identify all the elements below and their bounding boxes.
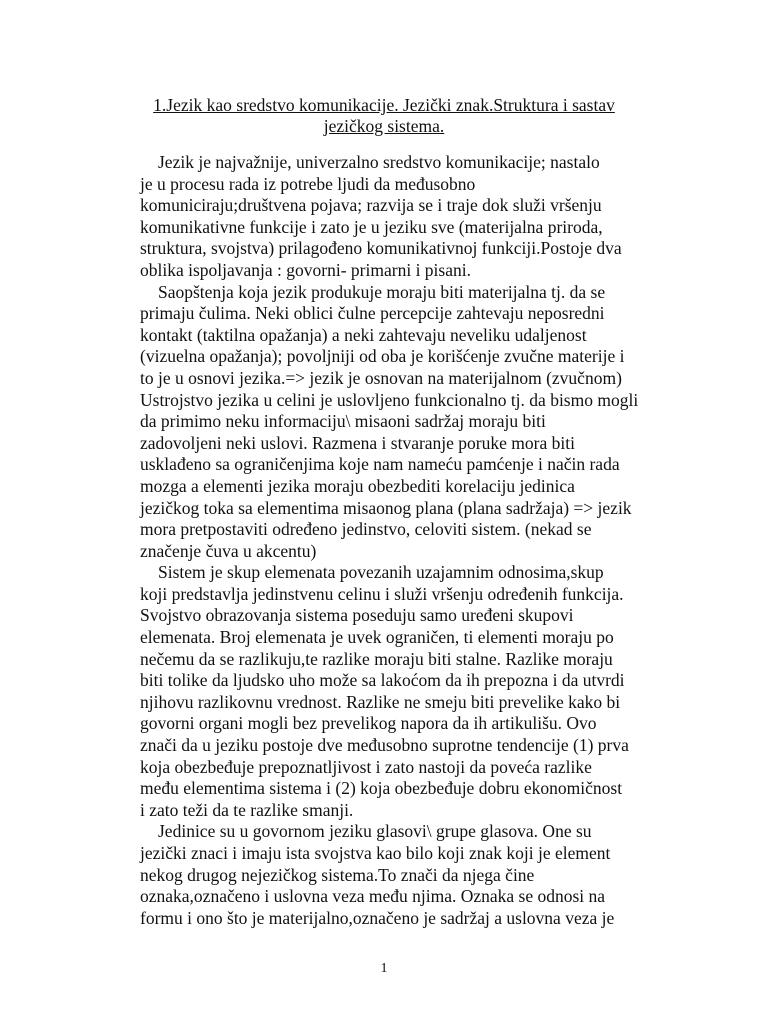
text-line: oblika ispoljavanja : govorni- primarni i pisani. xyxy=(140,259,471,280)
text-line: znači da u jeziku postoje dve međusobno suprotne tendencije (1) prva xyxy=(140,735,629,756)
text-line: nečemu da se razlikuju,te razlike moraju biti stalne. Razlike moraju xyxy=(140,648,613,669)
text-line: Sistem je skup elemenata povezanih uzajamnim odnosima,skup xyxy=(158,562,604,583)
text-line: je u procesu rada iz potrebe ljudi da međusobno xyxy=(140,173,476,194)
text-line: elemenata. Broj elemenata je uvek ograničen, ti elementi moraju po xyxy=(140,627,614,648)
text-line: Ustrojstvo jezika u celini je uslovljeno funkcionalno tj. da bismo mogli xyxy=(140,389,639,410)
text-line: (vizuelna opažanja); povoljniji od oba je korišćenje zvučne materije i xyxy=(140,346,625,367)
text-line: primaju čulima. Neki oblici čulne percepcije zahtevaju neposredni xyxy=(140,303,605,324)
text-line: koja obezbeđuje prepoznatljivost i zato nastoji da poveća razlike xyxy=(140,756,592,777)
text-line: i zato teži da te razlike smanji. xyxy=(140,799,354,820)
title-line-2: jezičkog sistema. xyxy=(323,116,445,136)
text-line: koji predstavlja jedinstvenu celinu i služi vršenju određenih funkcija. xyxy=(140,583,624,604)
text-line: mozga a elementi jezika moraju obezbediti korelaciju jedinica xyxy=(140,475,575,496)
text-line: komunikativne funkcije i zato je u jeziku sve (materijalna priroda, xyxy=(140,216,603,237)
title-line-1: 1.Jezik kao sredstvo komunikacije. Jezički znak.Struktura i sastav xyxy=(153,95,615,115)
text-line: kontakt (taktilna opažanja) a neki zahtevaju neveliku udaljenost xyxy=(140,324,587,345)
text-line: govorni organi mogli bez prevelikog napora da ih artikulišu. Ovo xyxy=(140,713,597,734)
text-line: da primimo neku informaciju\ misaoni sadržaj moraju biti xyxy=(140,411,546,432)
text-line: njihovu razlikovnu vrednost. Razlike ne smeju biti prevelike kako bi xyxy=(140,691,621,712)
text-line: Jedinice su u govornom jeziku glasovi\ grupe glasova. One su xyxy=(158,821,592,842)
text-line: oznaka,označeno i uslovna veza među njima. Oznaka se odnosi na xyxy=(140,886,606,907)
text-line: zadovoljeni neki uslovi. Razmena i stvaranje poruke mora biti xyxy=(140,432,575,453)
text-line: jezičkog toka sa elementima misaonog plana (plana sadržaja) => jezik xyxy=(140,497,632,518)
text-line: to je u osnovi jezika.=> jezik je osnovan na materijalnom (zvučnom) xyxy=(140,367,622,388)
text-line: jezički znaci i imaju ista svojstva kao bilo koji znak koji je element xyxy=(140,843,611,863)
text-line: mora pretpostaviti određeno jedinstvo, celoviti sistem. (nekad se xyxy=(140,519,592,540)
page-title xyxy=(110,95,658,137)
text-line: struktura, svojstva) prilagođeno komunikativnoj funkciji.Postoje dva xyxy=(140,238,622,259)
text-line: među elementima sistema i (2) koja obezbeđuje dobru ekonomičnost xyxy=(140,778,623,799)
text-line: usklađeno sa ograničenjima koje nam nameću pamćenje i način rada xyxy=(140,454,620,475)
text-line: značenje čuva u akcentu) xyxy=(140,540,317,561)
text-line: nekog drugog nejezičkog sistema.To znači da njega čine xyxy=(140,864,535,885)
text-line: Jezik je najvažnije, univerzalno sredstvo komunikacije; nastalo xyxy=(158,152,600,172)
text-line: Svojstvo obrazovanja sistema poseduju samo uređeni skupovi xyxy=(140,605,574,626)
text-line: biti tolike da ljudsko uho može sa lakoćom da ih prepozna i da utvrdi xyxy=(140,670,625,691)
text-line: formu i ono što je materijalno,označeno je sadržaj a uslovna veza je xyxy=(140,907,615,928)
page-number: 1 xyxy=(380,961,388,976)
text-line: Saopštenja koja jezik produkuje moraju biti materijalna tj. da se xyxy=(158,281,606,302)
body-text xyxy=(140,152,660,929)
text-line: komuniciraju;društvena pojava; razvija se i traje dok služi vršenju xyxy=(140,195,602,216)
